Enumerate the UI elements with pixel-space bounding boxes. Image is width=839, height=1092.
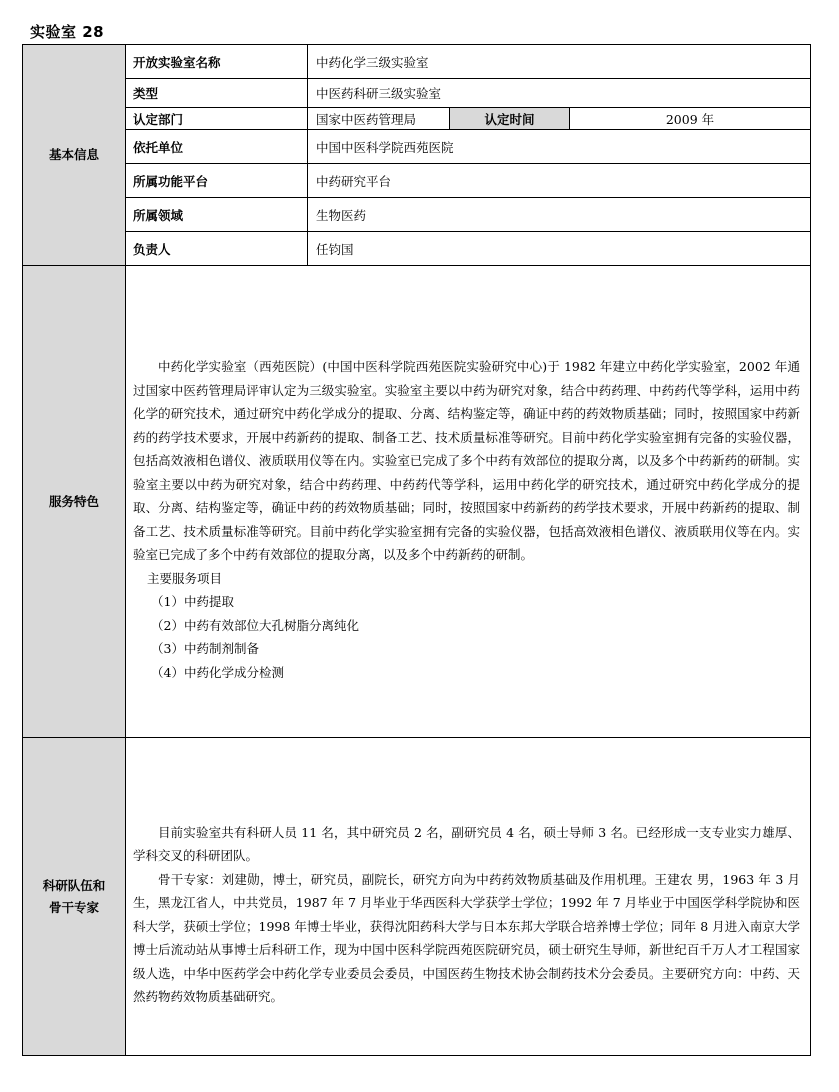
service-section-label: 服务特色 [23,266,126,738]
team-paragraph-1: 目前实验室共有科研人员 11 名，其中研究员 2 名，副研究员 4 名，硕士导师 3 名。已经形成一支专业实力雄厚、学科交叉的科研团队。 [133,824,801,863]
lab-name-value: 中药化学三级实验室 [308,45,811,79]
team-content [126,738,811,1056]
service-paragraph: 中药化学实验室（西苑医院）(中国中医科学院西苑医院实验研究中心)于 1982 年建立中药化学实验室，2002 年通过国家中医药管理局评审认定为三级实验室。实验室主要以中药为研究对象，结合中药药理、中药药代等学科，运用中药化学的研究技术，通过研究中药化学成分的提取、分离、结构鉴定等，确证中药的药效物质基础；同时，按照国家中药新药的药学技术要求，开展中药新药的提取、制备工艺、技术质量标准等研究。目前中药化学实验室拥有完备的实验仪器，包括高效液相色谱仪、液质联用仪等在内。实验室已完成了多个中药有效部位的提取分离，以及多个中药新药的研制。实验室主要以中药为研究对象，结合中药药理、中药药代等学科，运用中药化学的研究技术，通过研究中药化学成分的提取、分离、结构鉴定等，确证中药的药效物质基础；同时，按照国家中药新药的药学技术要求，开展中药新药的提取、制备工艺、技术质量标准等研究。目前中药化学实验室拥有完备的实验仪器，包括高效液相色谱仪、液质联用仪等在内。实验室已完成了多个中药有效部位的提取分离，以及多个中药新药的研制。 [133,359,801,562]
unit-label: 依托单位 [126,130,308,164]
service-item: （3）中药制剂制备 [151,641,259,656]
team-label-line2: 骨干专家 [48,899,99,915]
platform-value: 中药研究平台 [308,164,811,198]
team-label-line1: 科研队伍和 [42,877,106,893]
field-value: 生物医药 [308,198,811,232]
basic-info-section-label: 基本信息 [23,45,126,266]
platform-label: 所属功能平台 [126,164,308,198]
type-value: 中医药科研三级实验室 [308,79,811,108]
field-label: 所属领域 [126,198,308,232]
lab-info-table [22,44,811,1056]
dept-label: 认定部门 [126,108,308,130]
service-item: （4）中药化学成分检测 [151,664,284,680]
service-items-heading: 主要服务项目 [147,570,223,586]
time-value: 2009 年 [570,108,811,130]
service-content [126,266,811,738]
team-section-label [23,738,126,1056]
team-paragraph-2: 骨干专家：刘建勋，博士，研究员，副院长，研究方向为中药药效物质基础及作用机理。王建农 男，1963 年 3 月生，黑龙江省人，中共党员，1987 年 7 月毕业于华西医科大学获学士学位；1992 年 7 月毕业于中国医学科学院协和医科大学，获硕士学位；1998 年博士毕业，获得沈阳药科大学与日本东邦大学联合培养博士学位；同年 8 月进入南京大学博士后流动站从事博士后科研工作，现为中国中医科学院西苑医院研究员，硕士研究生导师，新世纪百千万人才工程国家级人选，中华中医药学会中药化学专业委员会委员，中国医药生物技术协会制药技术分会委员。主要研究方向：中药、天然药物药效物质基础研究。 [133,871,801,1004]
lab-name-label: 开放实验室名称 [126,45,308,79]
page-title: 实验室 28 [30,23,105,41]
unit-value: 中国中医科学院西苑医院 [308,130,811,164]
time-label: 认定时间 [450,108,570,130]
leader-label: 负责人 [126,232,308,266]
dept-value: 国家中医药管理局 [308,108,450,130]
type-label: 类型 [126,79,308,108]
leader-value: 任钧国 [308,232,811,266]
service-item: （1）中药提取 [151,594,234,609]
service-item: （2）中药有效部位大孔树脂分离纯化 [151,617,359,633]
